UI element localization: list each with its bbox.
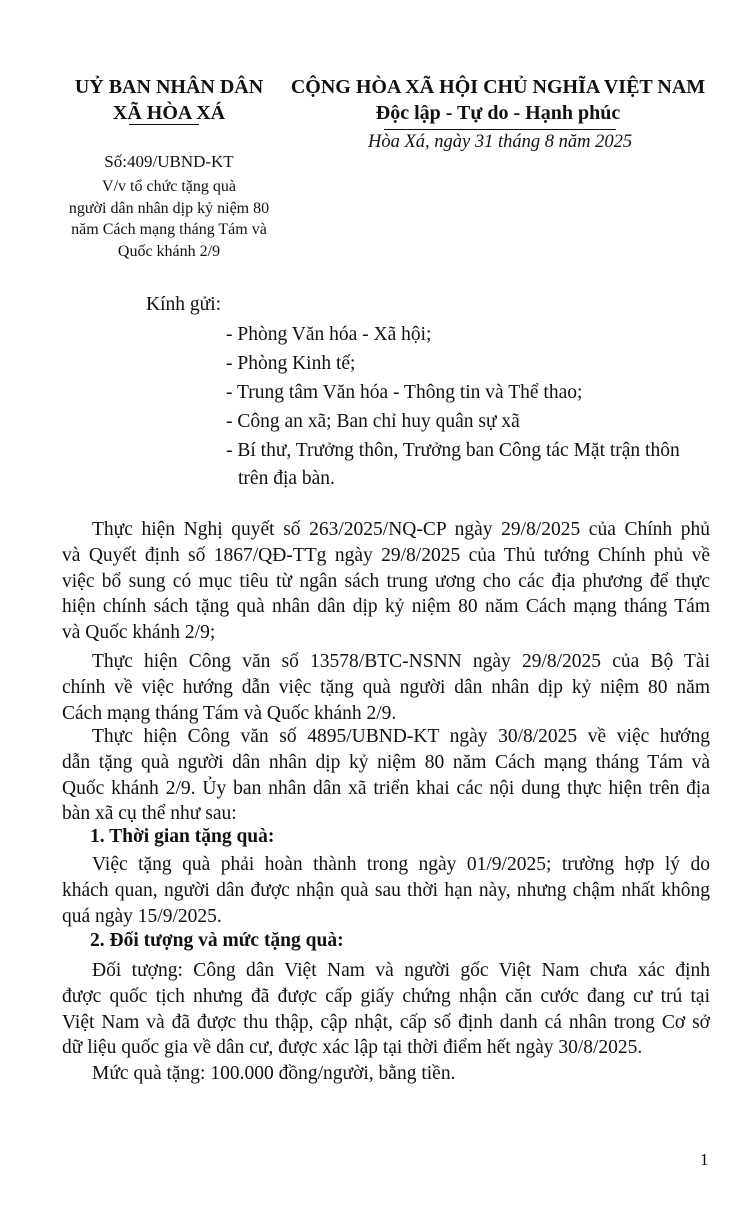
issuing-authority <box>62 74 276 126</box>
paragraph-line: được quốc tịch nhưng đã được cấp giấy chứng nhận căn cước đang cư trú tại <box>62 985 710 1007</box>
paragraph-line: việc bổ sung có mục tiêu từ ngân sách trung ương cho các địa phương để thực <box>62 570 710 592</box>
section-heading: 1. Thời gian tặng quà: <box>90 826 275 847</box>
recipient-item: - Phòng Văn hóa - Xã hội; <box>226 324 432 345</box>
subject-line: người dân nhân dịp kỷ niệm 80 <box>68 199 270 217</box>
subject-line: năm Cách mạng tháng Tám và <box>71 221 267 238</box>
paragraph-line: dẫn tặng quà người dân nhân dịp kỷ niệm 80 năm Cách mạng tháng Tám và <box>62 751 710 773</box>
org-name-line2 <box>113 100 225 126</box>
subject-line: Quốc khánh 2/9 <box>117 242 221 260</box>
section-body <box>62 852 710 929</box>
issue-date: Hòa Xá, ngày 31 tháng 8 năm 2025 <box>368 132 633 152</box>
paragraph-line: và Quốc khánh 2/9; <box>62 622 216 644</box>
paragraph-line: quá ngày 15/9/2025. <box>62 905 222 927</box>
recipient-item: - Phòng Kinh tế; <box>226 353 356 374</box>
paragraph-line: Thực hiện Công văn số 13578/BTC-NSNN ngày 29/8/2025 của Bộ Tài <box>92 651 710 672</box>
body-paragraph <box>62 517 710 646</box>
greeting: Kính gửi: <box>146 294 222 315</box>
org-name-line2-text: XÃ HÒA XÁ <box>112 102 226 124</box>
paragraph-line: bàn xã cụ thể như sau: <box>62 803 237 825</box>
national-heading <box>288 74 708 126</box>
org-underline <box>129 124 199 125</box>
section-heading: 2. Đối tượng và mức tặng quà: <box>90 930 344 951</box>
paragraph-line: chính về việc hướng dẫn việc tặng quà người dân nhân dịp kỷ niệm 80 năm <box>62 676 710 698</box>
paragraph-line: Cách mạng tháng Tám và Quốc khánh 2/9. <box>62 702 397 724</box>
org-name-line1: UỶ BAN NHÂN DÂN <box>74 76 264 98</box>
recipient-item: - Bí thư, Trưởng thôn, Trưởng ban Công tác Mặt trận thôn <box>226 440 680 461</box>
document-subject <box>40 176 298 262</box>
document-number: Số:409/UBND-KT <box>104 152 234 171</box>
recipient-item: trên địa bàn. <box>238 468 335 489</box>
paragraph-line: Thực hiện Công văn số 4895/UBND-KT ngày 30/8/2025 về việc hướng <box>92 726 710 747</box>
gift-amount-line: Mức quà tặng: 100.000 đồng/người, bằng tiền. <box>92 1063 456 1085</box>
paragraph-line: và Quyết định số 1867/QĐ-TTg ngày 29/8/2025 của Thủ tướng Chính phủ về <box>62 544 710 566</box>
paragraph-line: Việt Nam và đã được thu thập, cập nhật, cấp số định danh cá nhân trong Cơ sở <box>62 1011 710 1033</box>
recipient-item: - Công an xã; Ban chỉ huy quân sự xã <box>226 411 520 432</box>
section-body <box>62 958 710 1087</box>
motto-underline <box>384 129 616 130</box>
subject-line: V/v tổ chức tặng quà <box>102 178 236 195</box>
paragraph-line: dữ liệu quốc gia về dân cư, được xác lập tại thời điểm hết ngày 30/8/2025. <box>62 1037 643 1059</box>
paragraph-line: Quốc khánh 2/9. Ủy ban nhân dân xã triển khai các nội dung thực hiện trên địa <box>62 777 710 799</box>
paragraph-line: Thực hiện Nghị quyết số 263/2025/NQ-CP ngày 29/8/2025 của Chính phủ <box>92 519 710 540</box>
paragraph-line: hiện chính sách tặng quà nhân dân dịp kỷ niệm 80 năm Cách mạng tháng Tám <box>62 596 710 618</box>
body-paragraph <box>62 724 710 827</box>
recipient-item: - Trung tâm Văn hóa - Thông tin và Thể thao; <box>226 382 583 403</box>
national-motto: Độc lập - Tự do - Hạnh phúc <box>375 102 621 124</box>
paragraph-line: Việc tặng quà phải hoàn thành trong ngày 01/9/2025; trường hợp lý do <box>92 854 710 875</box>
page-number: 1 <box>700 1150 709 1169</box>
paragraph-line: khách quan, người dân được nhận quà sau thời hạn này, nhưng chậm nhất không <box>62 879 710 901</box>
body-paragraph <box>62 649 710 726</box>
paragraph-line: Đối tượng: Công dân Việt Nam và người gốc Việt Nam chưa xác định <box>92 960 710 981</box>
nation-title: CỘNG HÒA XÃ HỘI CHỦ NGHĨA VIỆT NAM <box>290 76 706 98</box>
